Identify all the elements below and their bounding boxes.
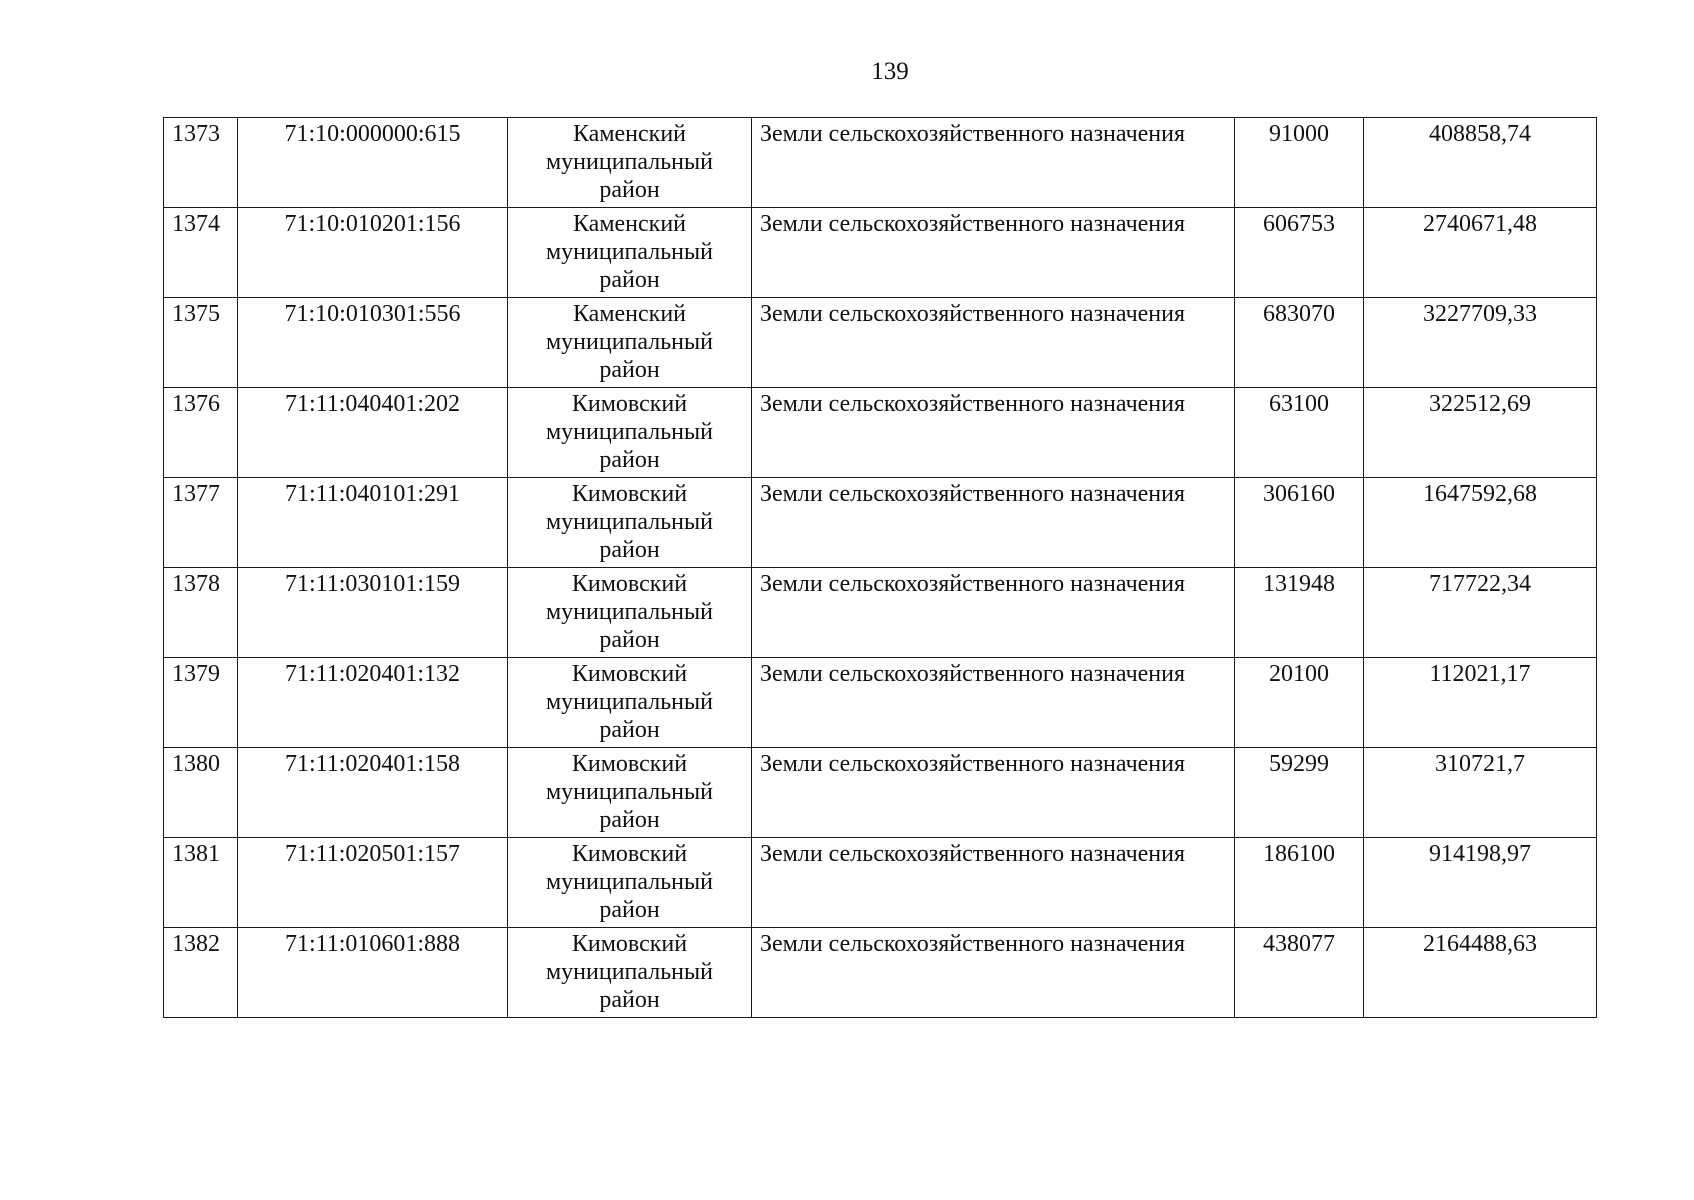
row-number-cell: 1381 [164,838,238,928]
table-row [164,658,1597,748]
cadastral-number-cell: 71:10:010301:556 [238,298,508,388]
district-line: муниципальный [545,239,713,265]
district-line: район [599,807,660,833]
district-line: муниципальный [545,869,713,895]
cadastral-number-cell: 71:11:030101:159 [238,568,508,658]
district-line: муниципальный [545,779,713,805]
row-number-cell: 1374 [164,208,238,298]
district-line: Кимовский [571,931,688,957]
district-cell [508,208,752,298]
land-plots-table [163,117,1597,1018]
row-number-cell: 1377 [164,478,238,568]
district-cell [508,838,752,928]
table-row [164,208,1597,298]
district-line: Кимовский [571,751,688,777]
district-line: муниципальный [545,689,713,715]
area-cell: 683070 [1235,298,1364,388]
land-category-cell: Земли сельскохозяйственного назначения [752,748,1235,838]
area-cell: 131948 [1235,568,1364,658]
land-category-cell: Земли сельскохозяйственного назначения [752,658,1235,748]
row-number-cell: 1376 [164,388,238,478]
district-line: Каменский [572,211,687,237]
cadastral-value-cell: 322512,69 [1364,388,1597,478]
cadastral-number-cell: 71:11:020501:157 [238,838,508,928]
table-row [164,478,1597,568]
district-line: муниципальный [545,599,713,625]
area-cell: 20100 [1235,658,1364,748]
row-number-cell: 1379 [164,658,238,748]
cadastral-value-cell: 914198,97 [1364,838,1597,928]
land-category-cell: Земли сельскохозяйственного назначения [752,478,1235,568]
cadastral-number-cell: 71:11:020401:158 [238,748,508,838]
table-row [164,748,1597,838]
land-category-cell: Земли сельскохозяйственного назначения [752,388,1235,478]
table-row [164,388,1597,478]
area-cell: 606753 [1235,208,1364,298]
district-cell [508,478,752,568]
land-category-cell: Земли сельскохозяйственного назначения [752,838,1235,928]
row-number-cell: 1378 [164,568,238,658]
district-line: район [599,897,660,923]
district-cell [508,568,752,658]
area-cell: 63100 [1235,388,1364,478]
district-line: муниципальный [545,149,713,175]
table-row [164,928,1597,1018]
district-cell [508,118,752,208]
cadastral-value-cell: 2164488,63 [1364,928,1597,1018]
district-line: Каменский [572,121,687,147]
district-line: Кимовский [571,571,688,597]
cadastral-value-cell: 112021,17 [1364,658,1597,748]
district-line: муниципальный [545,509,713,535]
table-row [164,838,1597,928]
row-number-cell: 1373 [164,118,238,208]
cadastral-number-cell: 71:11:010601:888 [238,928,508,1018]
district-line: Кимовский [571,661,688,687]
area-cell: 91000 [1235,118,1364,208]
district-line: район [599,267,660,293]
table-row [164,568,1597,658]
cadastral-number-cell: 71:11:020401:132 [238,658,508,748]
district-line: Кимовский [571,841,688,867]
cadastral-value-cell: 408858,74 [1364,118,1597,208]
cadastral-value-cell: 310721,7 [1364,748,1597,838]
cadastral-number-cell: 71:11:040401:202 [238,388,508,478]
area-cell: 438077 [1235,928,1364,1018]
area-cell: 306160 [1235,478,1364,568]
cadastral-value-cell: 3227709,33 [1364,298,1597,388]
district-line: район [599,357,660,383]
district-line: район [599,627,660,653]
district-line: муниципальный [545,329,713,355]
land-category-cell: Земли сельскохозяйственного назначения [752,568,1235,658]
cadastral-value-cell: 1647592,68 [1364,478,1597,568]
area-cell: 186100 [1235,838,1364,928]
table-body [164,118,1597,1018]
land-category-cell: Земли сельскохозяйственного назначения [752,208,1235,298]
district-line: район [599,987,660,1013]
district-cell [508,388,752,478]
cadastral-number-cell: 71:10:010201:156 [238,208,508,298]
district-line: муниципальный [545,419,713,445]
district-cell [508,658,752,748]
land-category-cell: Земли сельскохозяйственного назначения [752,298,1235,388]
district-line: район [599,717,660,743]
cadastral-number-cell: 71:10:000000:615 [238,118,508,208]
district-cell [508,298,752,388]
district-line: Каменский [572,301,687,327]
row-number-cell: 1375 [164,298,238,388]
district-line: район [599,177,660,203]
land-category-cell: Земли сельскохозяйственного назначения [752,928,1235,1018]
district-line: Кимовский [571,391,688,417]
cadastral-value-cell: 717722,34 [1364,568,1597,658]
page-number: 139 [871,58,909,85]
row-number-cell: 1382 [164,928,238,1018]
district-line: муниципальный [545,959,713,985]
table-row [164,298,1597,388]
table-row [164,118,1597,208]
district-cell [508,928,752,1018]
land-category-cell: Земли сельскохозяйственного назначения [752,118,1235,208]
cadastral-number-cell: 71:11:040101:291 [238,478,508,568]
district-line: Кимовский [571,481,688,507]
district-cell [508,748,752,838]
row-number-cell: 1380 [164,748,238,838]
district-line: район [599,537,660,563]
district-line: район [599,447,660,473]
cadastral-value-cell: 2740671,48 [1364,208,1597,298]
area-cell: 59299 [1235,748,1364,838]
